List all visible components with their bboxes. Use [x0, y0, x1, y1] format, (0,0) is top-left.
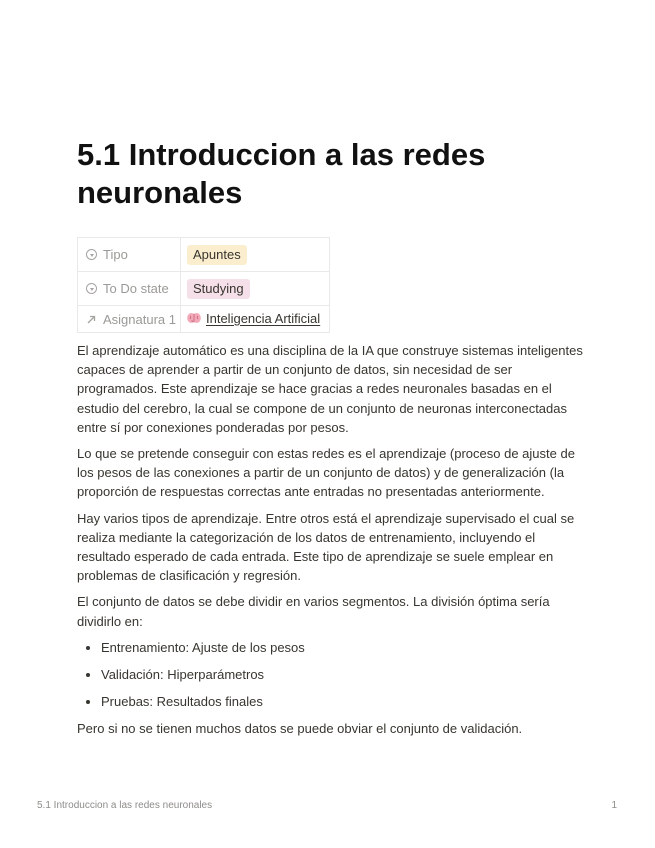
- tag-studying[interactable]: Studying: [187, 279, 250, 299]
- properties-table: [77, 237, 330, 333]
- property-key-cell: [78, 238, 181, 272]
- list-item: • Pruebas: Resultados finales: [101, 692, 587, 711]
- page-content: [77, 341, 587, 745]
- property-row-tipo: [78, 238, 330, 272]
- paragraph: El conjunto de datos se debe dividir en varios segmentos. La división óptima sería dividirlo en:: [77, 594, 550, 629]
- property-row-asignatura: [78, 306, 330, 333]
- property-value-cell[interactable]: [181, 238, 330, 272]
- select-icon: [86, 283, 97, 294]
- paragraph: Hay varios tipos de aprendizaje. Entre otros está el aprendizaje supervisado el cual se realiza mediante la categorización de los datos de entrenamiento, incluyendo el resultado esperado de cada entrada. Este tipo de aprendizaje se suele emplear en problemas de clasificación y regresión.: [77, 510, 575, 584]
- relation-link-inteligencia-artificial[interactable]: Inteligencia Artificial: [206, 310, 321, 326]
- brain-icon: [187, 312, 201, 324]
- property-value-cell[interactable]: [181, 272, 330, 306]
- bulleted-list: [77, 638, 587, 711]
- property-label-asignatura: Asignatura 1: [103, 311, 176, 327]
- list-item: • Validación: Hiperparámetros: [101, 665, 587, 684]
- property-key-cell: [78, 272, 181, 306]
- tag-apuntes[interactable]: Apuntes: [187, 245, 247, 265]
- paragraph: Pero si no se tienen muchos datos se puede obviar el conjunto de validación.: [77, 720, 523, 736]
- page-title: 5.1 Introduccion a las redes neuronales: [77, 137, 486, 210]
- property-label-tipo: Tipo: [103, 247, 128, 262]
- page-footer: [37, 800, 617, 811]
- select-icon: [86, 249, 97, 260]
- property-row-todo-state: [78, 272, 330, 306]
- footer-title: 5.1 Introduccion a las redes neuronales: [37, 800, 213, 811]
- property-value-cell[interactable]: [181, 306, 330, 333]
- relation-arrow-icon: [86, 314, 97, 325]
- paragraph: El aprendizaje automático es una disciplina de la IA que construye sistemas inteligentes capaces de aprender a partir de un conjunto de datos, sin necesidad de ser programados. Este aprendizaje se hace gracias a redes neuronales basadas en el estudio del cerebro, la cual se compone de un conjunto de neuronas interconectadas entre sí por conexiones ponderadas por pesos.: [77, 343, 583, 435]
- property-label-todo-state: To Do state: [103, 281, 169, 296]
- page-number: 1: [611, 800, 617, 811]
- paragraph: Lo que se pretende conseguir con estas redes es el aprendizaje (proceso de ajuste de los pesos de las conexiones a partir de un conjunto de datos) y de generalización (la proporción de respuestas correctas ante entradas no presentadas anteriormente.: [77, 446, 575, 500]
- list-item: • Entrenamiento: Ajuste de los pesos: [101, 638, 587, 657]
- property-key-cell: [78, 306, 181, 333]
